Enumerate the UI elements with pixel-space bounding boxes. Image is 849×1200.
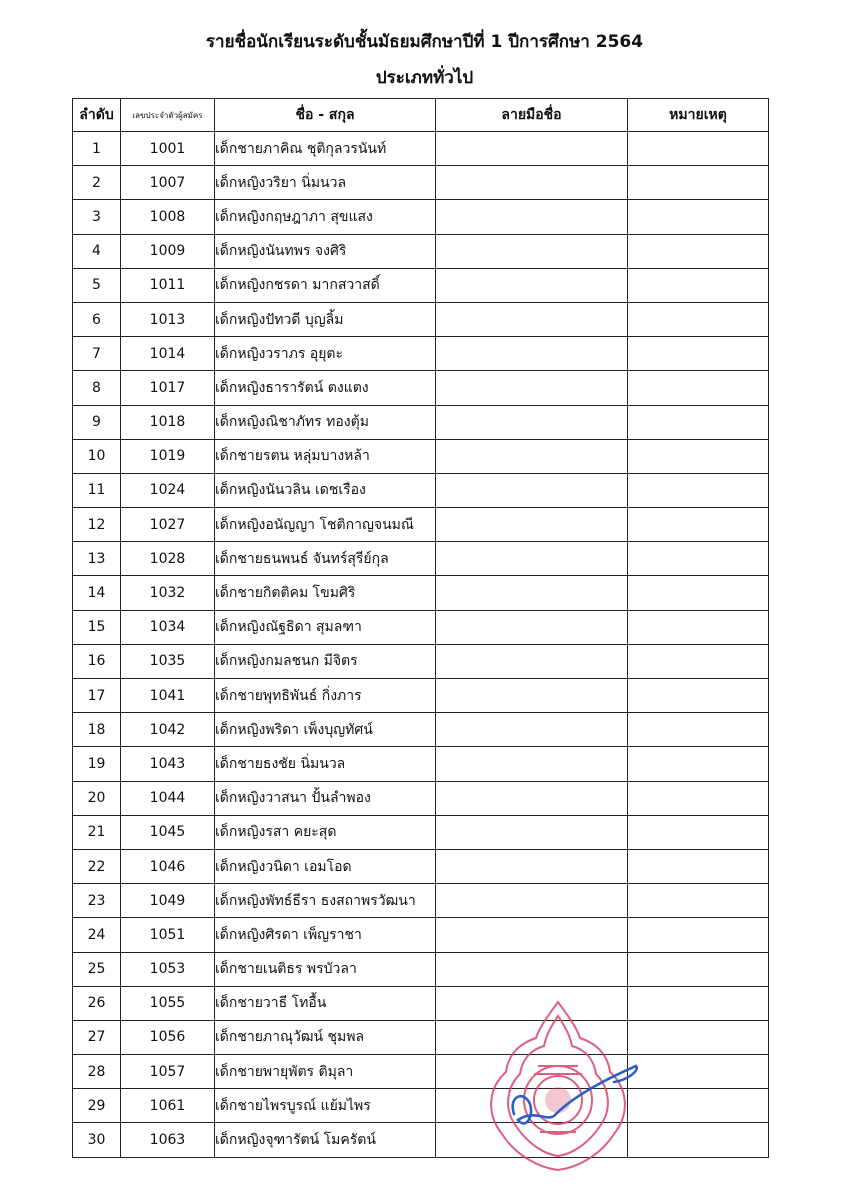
- row-remarks-cell: [628, 1123, 769, 1157]
- row-applicant-id: 1014: [121, 337, 215, 371]
- row-order-number: 18: [73, 713, 121, 747]
- row-signature-cell: [436, 918, 628, 952]
- row-order-number: 10: [73, 439, 121, 473]
- table-row: [73, 1123, 769, 1157]
- row-applicant-id: 1008: [121, 200, 215, 234]
- row-order-number: 25: [73, 952, 121, 986]
- table-row: [73, 952, 769, 986]
- table-row: [73, 439, 769, 473]
- table-row: [73, 679, 769, 713]
- row-order-number: 11: [73, 473, 121, 507]
- row-applicant-id: 1051: [121, 918, 215, 952]
- column-header-applicant-id: เลขประจำตัวผู้สมัคร: [121, 99, 215, 132]
- table-row: [73, 234, 769, 268]
- row-remarks-cell: [628, 542, 769, 576]
- row-remarks-cell: [628, 884, 769, 918]
- table-row: [73, 747, 769, 781]
- row-student-name: เด็กชายธนพนธ์ จันทร์สุรีย์กุล: [215, 542, 436, 576]
- row-order-number: 27: [73, 1020, 121, 1054]
- row-applicant-id: 1057: [121, 1055, 215, 1089]
- row-signature-cell: [436, 815, 628, 849]
- row-student-name: เด็กหญิงธารารัตน์ ตงแตง: [215, 371, 436, 405]
- row-signature-cell: [436, 508, 628, 542]
- table-row: [73, 713, 769, 747]
- row-signature-cell: [436, 542, 628, 576]
- row-student-name: เด็กชายภาคิณ ชุติกุลวรนันท์: [215, 132, 436, 166]
- row-applicant-id: 1056: [121, 1020, 215, 1054]
- row-signature-cell: [436, 781, 628, 815]
- column-header-order: ลำดับ: [73, 99, 121, 132]
- row-remarks-cell: [628, 849, 769, 883]
- row-order-number: 7: [73, 337, 121, 371]
- row-remarks-cell: [628, 679, 769, 713]
- row-student-name: เด็กหญิงพัทธ์ธีรา ธงสถาพรวัฒนา: [215, 884, 436, 918]
- row-remarks-cell: [628, 781, 769, 815]
- table-row: [73, 986, 769, 1020]
- row-student-name: เด็กชายไพรบูรณ์ แย้มไพร: [215, 1089, 436, 1123]
- row-student-name: เด็กหญิงกมลชนก มีจิตร: [215, 644, 436, 678]
- row-applicant-id: 1063: [121, 1123, 215, 1157]
- row-remarks-cell: [628, 371, 769, 405]
- row-signature-cell: [436, 439, 628, 473]
- row-order-number: 16: [73, 644, 121, 678]
- table-row: [73, 337, 769, 371]
- document-title: รายชื่อนักเรียนระดับชั้นมัธยมศึกษาปีที่ 1 ปีการศึกษา 2564: [205, 32, 644, 52]
- row-applicant-id: 1019: [121, 439, 215, 473]
- row-student-name: เด็กชายธงชัย นิ่มนวล: [215, 747, 436, 781]
- row-remarks-cell: [628, 644, 769, 678]
- table-row: [73, 268, 769, 302]
- row-order-number: 20: [73, 781, 121, 815]
- table-row: [73, 166, 769, 200]
- row-applicant-id: 1017: [121, 371, 215, 405]
- row-student-name: เด็กหญิงปัทวดี บุญลิ้ม: [215, 302, 436, 336]
- row-student-name: เด็กหญิงพริดา เพ็งบุญทัศน์: [215, 713, 436, 747]
- row-remarks-cell: [628, 610, 769, 644]
- row-order-number: 19: [73, 747, 121, 781]
- row-student-name: เด็กหญิงวริยา นิ่มนวล: [215, 166, 436, 200]
- row-signature-cell: [436, 371, 628, 405]
- row-student-name: เด็กชายเนติธร พรบัวลา: [215, 952, 436, 986]
- row-remarks-cell: [628, 337, 769, 371]
- row-signature-cell: [436, 884, 628, 918]
- row-applicant-id: 1027: [121, 508, 215, 542]
- column-header-remarks: หมายเหตุ: [628, 99, 769, 132]
- row-remarks-cell: [628, 473, 769, 507]
- table-row: [73, 1089, 769, 1123]
- row-student-name: เด็กชายกิตติคม โขมศิริ: [215, 576, 436, 610]
- row-student-name: เด็กหญิงจุฑารัตน์ โมครัตน์: [215, 1123, 436, 1157]
- row-order-number: 9: [73, 405, 121, 439]
- row-order-number: 15: [73, 610, 121, 644]
- row-applicant-id: 1043: [121, 747, 215, 781]
- row-order-number: 21: [73, 815, 121, 849]
- row-student-name: เด็กชายรตน หลุ่มบางหล้า: [215, 439, 436, 473]
- table-row: [73, 849, 769, 883]
- row-applicant-id: 1013: [121, 302, 215, 336]
- row-signature-cell: [436, 576, 628, 610]
- row-student-name: เด็กหญิงรสา คยะสุด: [215, 815, 436, 849]
- row-student-name: เด็กหญิงวราภร อุยุตะ: [215, 337, 436, 371]
- row-applicant-id: 1007: [121, 166, 215, 200]
- row-applicant-id: 1049: [121, 884, 215, 918]
- row-remarks-cell: [628, 405, 769, 439]
- row-signature-cell: [436, 1020, 628, 1054]
- row-order-number: 29: [73, 1089, 121, 1123]
- row-student-name: เด็กหญิงกชรดา มากสวาสดิ์: [215, 268, 436, 302]
- row-applicant-id: 1046: [121, 849, 215, 883]
- row-order-number: 26: [73, 986, 121, 1020]
- row-remarks-cell: [628, 439, 769, 473]
- table-header-row: [73, 99, 769, 132]
- row-student-name: เด็กหญิงณัฐธิดา สุมลฑา: [215, 610, 436, 644]
- row-applicant-id: 1042: [121, 713, 215, 747]
- row-signature-cell: [436, 1123, 628, 1157]
- row-student-name: เด็กชายพายุพัตร ติมุลา: [215, 1055, 436, 1089]
- row-applicant-id: 1055: [121, 986, 215, 1020]
- table-row: [73, 200, 769, 234]
- row-order-number: 2: [73, 166, 121, 200]
- row-remarks-cell: [628, 234, 769, 268]
- row-signature-cell: [436, 713, 628, 747]
- row-signature-cell: [436, 405, 628, 439]
- row-remarks-cell: [628, 747, 769, 781]
- table-row: [73, 1055, 769, 1089]
- row-remarks-cell: [628, 713, 769, 747]
- table-row: [73, 542, 769, 576]
- row-student-name: เด็กหญิงณิชาภัทร ทองตุ้ม: [215, 405, 436, 439]
- row-signature-cell: [436, 302, 628, 336]
- row-applicant-id: 1028: [121, 542, 215, 576]
- row-signature-cell: [436, 132, 628, 166]
- row-remarks-cell: [628, 302, 769, 336]
- row-signature-cell: [436, 234, 628, 268]
- row-signature-cell: [436, 952, 628, 986]
- table-row: [73, 405, 769, 439]
- row-signature-cell: [436, 1055, 628, 1089]
- row-remarks-cell: [628, 576, 769, 610]
- table-row: [73, 473, 769, 507]
- table-row: [73, 508, 769, 542]
- row-order-number: 12: [73, 508, 121, 542]
- row-student-name: เด็กหญิงอนัญญา โชติกาญจนมณี: [215, 508, 436, 542]
- row-signature-cell: [436, 644, 628, 678]
- row-order-number: 3: [73, 200, 121, 234]
- row-order-number: 1: [73, 132, 121, 166]
- row-applicant-id: 1032: [121, 576, 215, 610]
- row-order-number: 8: [73, 371, 121, 405]
- row-signature-cell: [436, 849, 628, 883]
- row-remarks-cell: [628, 1089, 769, 1123]
- row-order-number: 23: [73, 884, 121, 918]
- table-row: [73, 1020, 769, 1054]
- row-signature-cell: [436, 337, 628, 371]
- row-order-number: 30: [73, 1123, 121, 1157]
- document-subtitle: ประเภททั่วไป: [375, 68, 474, 88]
- row-applicant-id: 1035: [121, 644, 215, 678]
- row-signature-cell: [436, 679, 628, 713]
- row-student-name: เด็กหญิงศิรดา เพ็ญราชา: [215, 918, 436, 952]
- row-order-number: 5: [73, 268, 121, 302]
- row-applicant-id: 1034: [121, 610, 215, 644]
- row-order-number: 13: [73, 542, 121, 576]
- row-order-number: 24: [73, 918, 121, 952]
- row-remarks-cell: [628, 918, 769, 952]
- student-roster-table: [72, 98, 769, 1158]
- row-order-number: 14: [73, 576, 121, 610]
- row-signature-cell: [436, 747, 628, 781]
- row-signature-cell: [436, 610, 628, 644]
- table-row: [73, 302, 769, 336]
- row-applicant-id: 1009: [121, 234, 215, 268]
- row-remarks-cell: [628, 132, 769, 166]
- row-signature-cell: [436, 1089, 628, 1123]
- table-row: [73, 371, 769, 405]
- row-applicant-id: 1011: [121, 268, 215, 302]
- row-applicant-id: 1053: [121, 952, 215, 986]
- row-applicant-id: 1045: [121, 815, 215, 849]
- column-header-name: ชื่อ - สกุล: [215, 99, 436, 132]
- row-signature-cell: [436, 473, 628, 507]
- row-applicant-id: 1061: [121, 1089, 215, 1123]
- row-remarks-cell: [628, 1020, 769, 1054]
- row-student-name: เด็กหญิงวาสนา ปั้นลำพอง: [215, 781, 436, 815]
- row-student-name: เด็กหญิงกฤษฎาภา สุขแสง: [215, 200, 436, 234]
- row-remarks-cell: [628, 508, 769, 542]
- row-remarks-cell: [628, 166, 769, 200]
- row-order-number: 6: [73, 302, 121, 336]
- table-row: [73, 918, 769, 952]
- row-remarks-cell: [628, 952, 769, 986]
- row-signature-cell: [436, 166, 628, 200]
- row-student-name: เด็กหญิงนันทพร จงศิริ: [215, 234, 436, 268]
- row-remarks-cell: [628, 986, 769, 1020]
- roster-body: [73, 132, 769, 1158]
- row-applicant-id: 1024: [121, 473, 215, 507]
- row-signature-cell: [436, 986, 628, 1020]
- table-row: [73, 781, 769, 815]
- row-signature-cell: [436, 268, 628, 302]
- row-remarks-cell: [628, 1055, 769, 1089]
- row-order-number: 4: [73, 234, 121, 268]
- row-applicant-id: 1044: [121, 781, 215, 815]
- row-remarks-cell: [628, 200, 769, 234]
- row-student-name: เด็กชายพุทธิพันธ์ กิ่งภาร: [215, 679, 436, 713]
- row-remarks-cell: [628, 268, 769, 302]
- row-student-name: เด็กหญิงนันวลิน เดชเรือง: [215, 473, 436, 507]
- table-row: [73, 610, 769, 644]
- row-order-number: 28: [73, 1055, 121, 1089]
- row-student-name: เด็กชายวาธี โทอื้น: [215, 986, 436, 1020]
- table-row: [73, 644, 769, 678]
- table-row: [73, 576, 769, 610]
- row-order-number: 22: [73, 849, 121, 883]
- row-signature-cell: [436, 200, 628, 234]
- row-student-name: เด็กหญิงวนิดา เอมโอด: [215, 849, 436, 883]
- table-row: [73, 132, 769, 166]
- row-applicant-id: 1041: [121, 679, 215, 713]
- row-order-number: 17: [73, 679, 121, 713]
- table-row: [73, 815, 769, 849]
- table-row: [73, 884, 769, 918]
- row-student-name: เด็กชายภาณุวัฒน์ ชุมพล: [215, 1020, 436, 1054]
- column-header-signature: ลายมือชื่อ: [436, 99, 628, 132]
- row-remarks-cell: [628, 815, 769, 849]
- row-applicant-id: 1001: [121, 132, 215, 166]
- row-applicant-id: 1018: [121, 405, 215, 439]
